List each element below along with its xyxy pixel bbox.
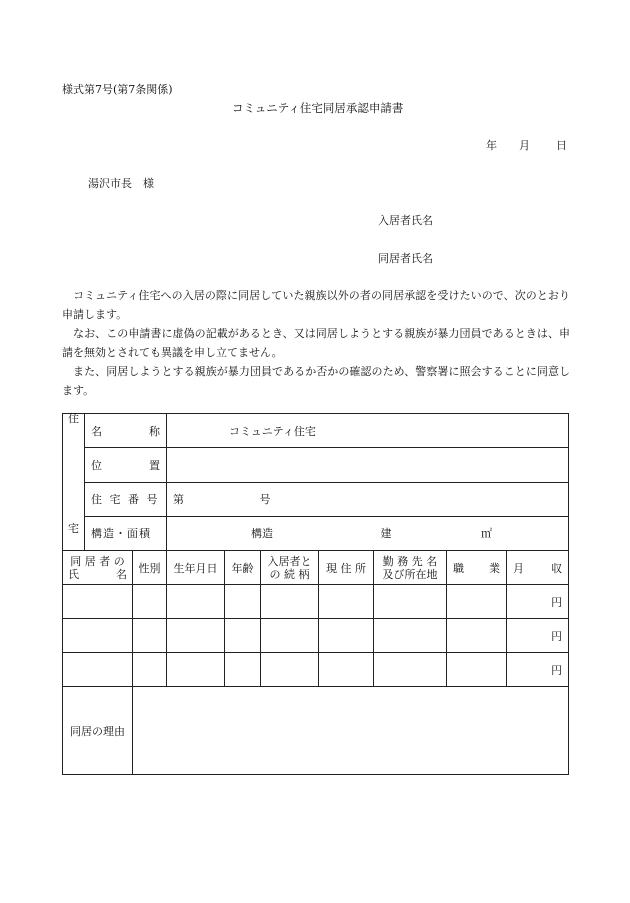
form-number: 様式第7号(第7条関係) [62,83,173,96]
col-header-age: 年齢 [225,551,261,585]
housing-number-label: 住 宅 番 号 [85,482,167,516]
cell-income[interactable]: 円 [507,619,569,653]
cell-workplace[interactable] [374,653,447,687]
cell-sex[interactable] [133,585,167,619]
col-header-sex: 性別 [133,551,167,585]
addressee: 湯沢市長 様 [88,177,154,190]
housing-number-value[interactable]: 第 号 [167,482,569,516]
cell-age[interactable] [225,585,261,619]
date-day-label: 日 [556,139,567,152]
cell-relation[interactable] [261,653,319,687]
cell-address[interactable] [319,653,374,687]
reason-label: 同居の理由 [63,687,133,775]
cell-sex[interactable] [133,619,167,653]
paragraph-2: なお、この申請書に虚偽の記載があるとき、又は同居しようとする親族が暴力団員であるときは、申請を無効とされても異議を申し立てません。 [62,327,570,359]
reason-value[interactable] [133,687,569,775]
paragraph-3: また、同居しようとする親族が暴力団員であるか否かの確認のため、警察署に照会することに同意します。 [62,365,570,397]
form-title: コミュニティ住宅同居承認申請書 [232,101,404,115]
col-header-occupation: 職 業 [447,551,507,585]
table-row [63,619,569,653]
col-header-relation: 入居者と の 続 柄 [261,551,319,585]
cell-name[interactable] [63,653,133,687]
cell-birthdate[interactable] [167,653,225,687]
housing-section-label: 住 宅 [63,414,85,551]
col-header-address: 現 住 所 [319,551,374,585]
application-table [62,413,569,775]
cell-relation[interactable] [261,619,319,653]
date-month-label: 月 [519,139,530,152]
cell-birthdate[interactable] [167,619,225,653]
col-header-name: 同 居 者 の 氏 名 [63,551,133,585]
paragraph-1: コミュニティ住宅への入居の際に同居していた親族以外の者の同居承認を受けたいので、次のとおり申請します。 [62,289,570,321]
cell-name[interactable] [63,585,133,619]
cell-age[interactable] [225,653,261,687]
col-header-income: 月 収 [507,551,569,585]
cell-workplace[interactable] [374,619,447,653]
table-row [63,585,569,619]
cell-name[interactable] [63,619,133,653]
housing-location-value[interactable] [167,448,569,482]
cell-relation[interactable] [261,585,319,619]
cell-occupation[interactable] [447,619,507,653]
cell-occupation[interactable] [447,653,507,687]
cell-workplace[interactable] [374,585,447,619]
cell-age[interactable] [225,619,261,653]
cell-occupation[interactable] [447,585,507,619]
housing-structure-value[interactable]: 構造 建 ㎡ [167,516,569,550]
cell-address[interactable] [319,619,374,653]
housing-structure-label: 構造・面積 [85,516,167,550]
applicant-name-label: 入居者氏名 [378,214,433,227]
col-header-birthdate: 生年月日 [167,551,225,585]
cell-income[interactable]: 円 [507,585,569,619]
housing-name-value[interactable]: コミュニティ住宅 [167,414,569,448]
cell-income[interactable]: 円 [507,653,569,687]
housing-location-label: 位 置 [85,448,167,482]
cohabitant-name-label: 同居者氏名 [378,252,433,265]
date-year-label: 年 [486,139,497,152]
cell-address[interactable] [319,585,374,619]
housing-name-label: 名 称 [85,414,167,448]
table-row [63,653,569,687]
cell-sex[interactable] [133,653,167,687]
cell-birthdate[interactable] [167,585,225,619]
col-header-workplace: 勤 務 先 名 及び所在地 [374,551,447,585]
